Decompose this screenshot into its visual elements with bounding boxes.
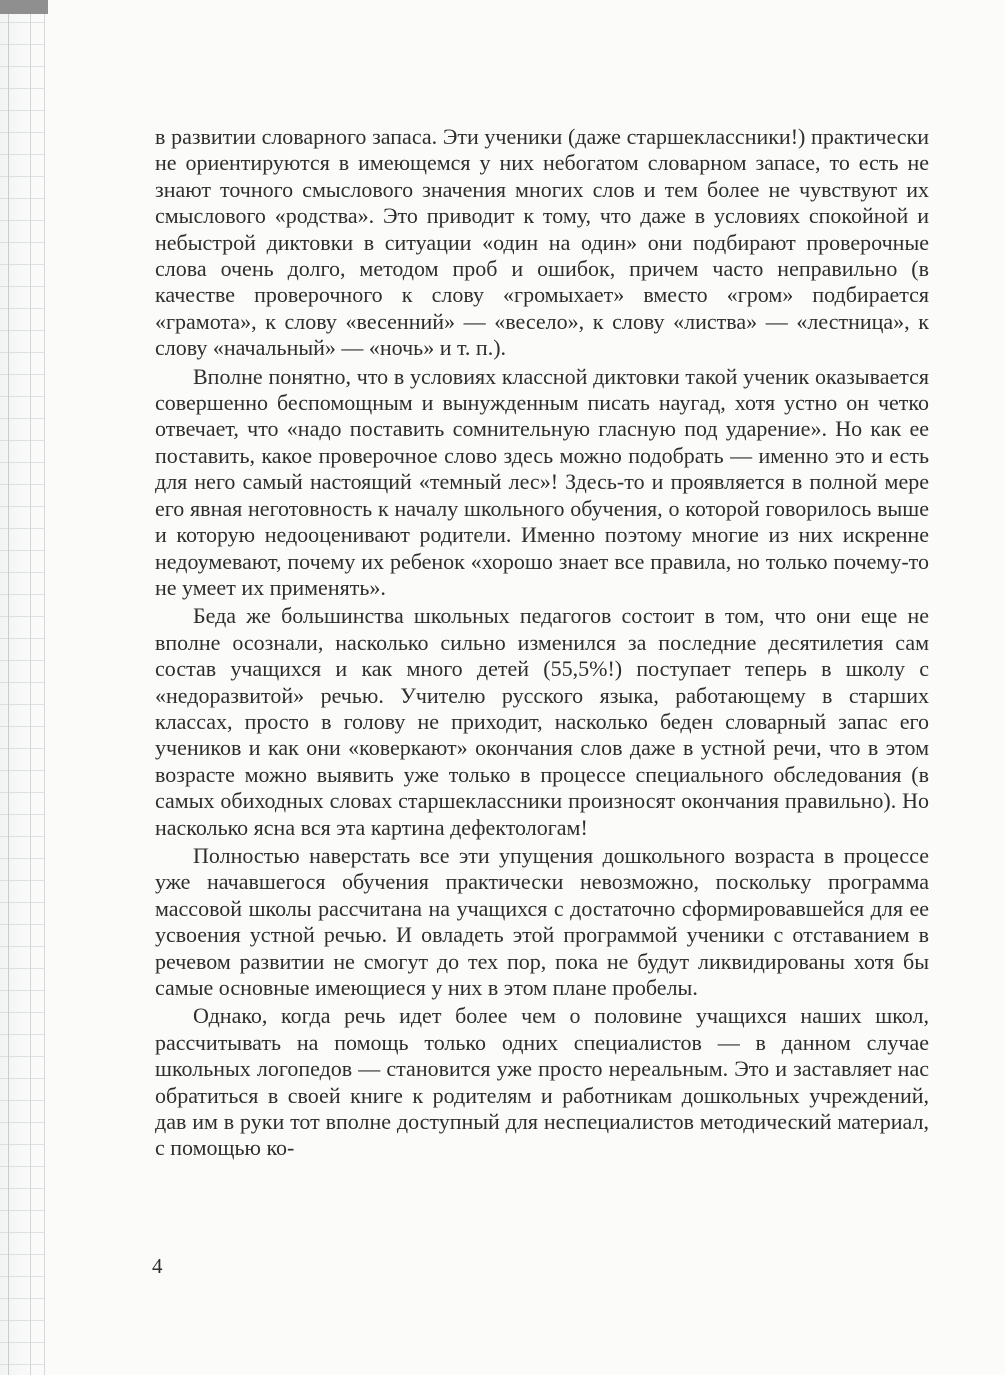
paragraph-1: в развитии словарного запаса. Эти ученики (даже старшеклассники!) практически не ориентируются в имеющемся у них небогатом словарном запасе, то есть не знают точного смыслового значения многих слов и тем более не чувствуют их смыслового «родства». Это приводит к тому, что даже в условиях спокойной и небыстрой диктовки в ситуации «один на один» они подбирают проверочные слова очень долго, методом проб и ошибок, причем часто неправильно (в качестве проверочного к слову «громыхает» вместо «гром» подбирается «грамота», к слову «весенний» — «весело», к слову «листва» — «лестница», к слову «начальный» — «ночь» и т. п.). [155,124,929,361]
paragraph-4: Полностью наверстать все эти упущения дошкольного возраста в процессе уже начавшегося обучения практически невозможно, поскольку программа массовой школы рассчитана на учащихся с достаточно сформировавшейся для ее усвоения устной речью. И овладеть этой программой ученики с отставанием в речевом развитии не смогут до тех пор, пока не будут ликвидированы хотя бы самые основные имеющиеся у них в этом плане пробелы. [155,842,929,1000]
paragraph-5: Однако, когда речь идет более чем о половине учащихся наших школ, рассчитывать на помощь только одних специалистов — в данном случае школьных логопедов — становится уже просто нереальным. Это и заставляет нас обратиться в своей книге к родителям и работникам дошкольных учреждений, дав им в руки тот вполне доступный для неспециалистов методический материал, с помощью ко- [155,1003,929,1161]
binding-line [8,0,9,1375]
body-text [155,124,929,1164]
scan-top-mark [0,0,48,14]
binding-line [30,0,31,1375]
paragraph-3: Беда же большинства школьных педагогов состоит в том, что они еще не вполне осознали, насколько сильно изменился за последние десятилетия сам состав учащихся и как много детей (55,5%!) поступает теперь в школу с «недоразвитой» речью. Учителю русского языка, работающему в старших классах, просто в голову не приходит, насколько беден словарный запас его учеников и как они «коверкают» окончания слов даже в устной речи, что в этом возрасте можно выявить уже только в процессе специального обследования (в самых обиходных словах старшеклассники произносят окончания правильно). Но насколько ясна вся эта картина дефектологам! [155,603,929,840]
spiral-binding-edge [0,0,45,1375]
page-number: 4 [152,1254,163,1278]
paragraph-2: Вполне понятно, что в условиях классной диктовки такой ученик оказывается совершенно беспомощным и вынужденным писать наугад, хотя устно он четко отвечает, что «надо поставить сомнительную гласную под ударение». Но как ее поставить, какое проверочное слово здесь можно подобрать — именно это и есть для него самый настоящий «темный лес»! Здесь-то и проявляется в полной мере его явная неготовность к началу школьного обучения, о которой говорилось выше и которую недооценивают родители. Именно поэтому многие из них искренне недоумевают, почему их ребенок «хорошо знает все правила, но только почему-то не умеет их применять». [155,363,929,600]
